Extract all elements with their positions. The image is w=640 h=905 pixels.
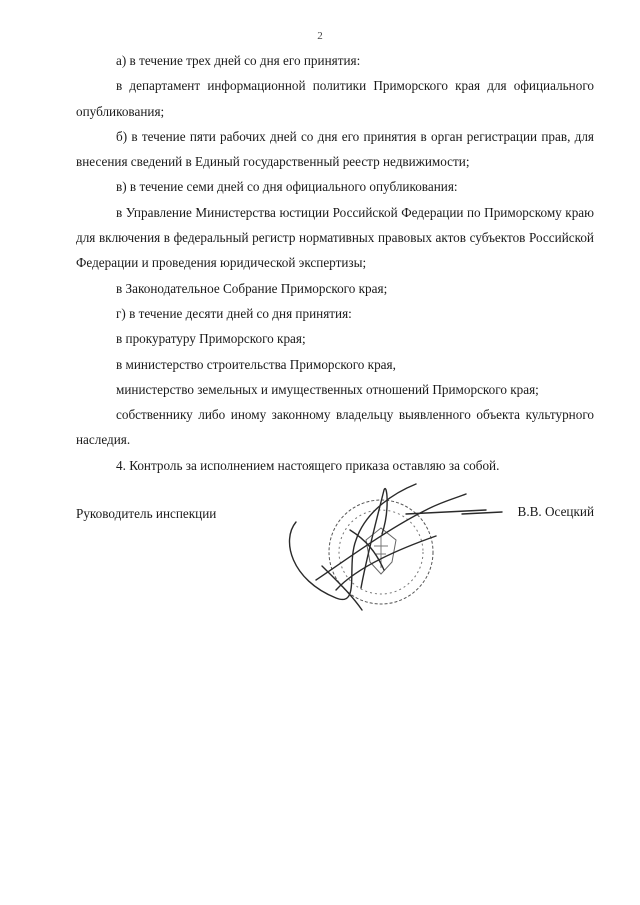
paragraph: министерство земельных и имущественных отношений Приморского края;	[116, 381, 539, 397]
paragraph: а) в течение трех дней со дня его принятия:	[116, 53, 361, 68]
paragraph: 4. Контроль за исполнением настоящего приказа оставляю за собой.	[116, 457, 500, 473]
paragraph: г) в течение десяти дней со дня принятия:	[116, 305, 352, 321]
signature-stamp-graphic	[266, 470, 506, 630]
paragraph: в) в течение семи дней со дня официального опубликования:	[116, 179, 458, 195]
document-body	[76, 48, 594, 478]
signer-name: В.В. Осецкий	[517, 504, 594, 519]
paragraph: в прокуратуру Приморского края;	[116, 331, 306, 347]
signature-block	[76, 470, 594, 630]
paragraph: б) в течение пяти рабочих дней со дня его принятия в орган регистрации прав, для внесения сведений в Единый государственный реестр недвижимости;	[76, 128, 594, 170]
paragraph: в департамент информационной политики Приморского края для официального опубликования;	[76, 78, 594, 119]
paragraph: в Управление Министерства юстиции Российской Федерации по Приморскому краю для включения в федеральный регистр нормативных правовых актов субъектов Российской Федерации и проведения юридической экспертизы;	[76, 204, 594, 271]
paragraph: собственнику либо иному законному владельцу выявленного объекта культурного наследия.	[76, 407, 594, 448]
paragraph: в министерство строительства Приморского края,	[116, 356, 396, 372]
page-number: 2	[317, 30, 323, 42]
paragraph: в Законодательное Собрание Приморского края;	[116, 280, 388, 296]
signer-position: Руководитель инспекции	[76, 506, 217, 521]
